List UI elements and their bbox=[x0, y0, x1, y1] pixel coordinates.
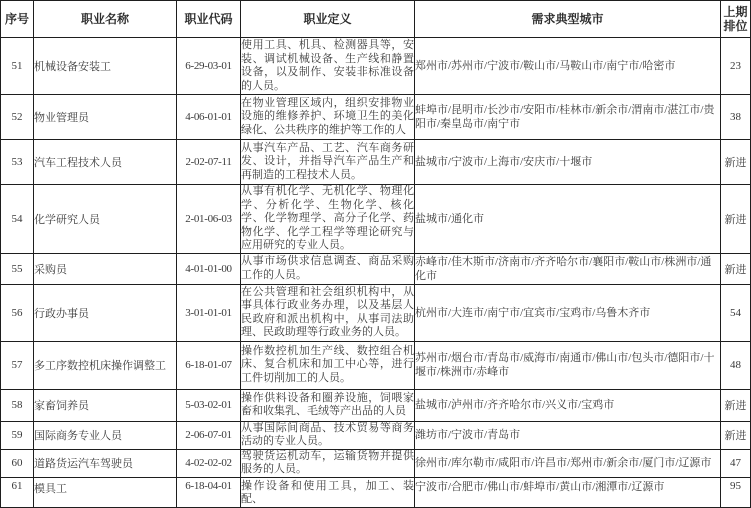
occupation-code: 6-18-01-07 bbox=[177, 341, 241, 389]
occupation-definition: 操作供料设备和圈养设施，饲喂家畜和收集乳、毛绒等产出品的人员 bbox=[241, 389, 415, 421]
header-demand-cities: 需求典型城市 bbox=[415, 1, 721, 38]
demand-cities: 苏州市/烟台市/青岛市/威海市/南通市/佛山市/包头市/德阳市/十堰市/株洲市/赤峰市 bbox=[415, 341, 721, 389]
demand-cities: 潍坊市/宁波市/青岛市 bbox=[415, 421, 721, 449]
previous-rank: 48 bbox=[721, 341, 751, 389]
row-index: 53 bbox=[1, 140, 34, 185]
previous-rank: 新进 bbox=[721, 253, 751, 284]
table-row bbox=[1, 421, 751, 449]
row-index: 51 bbox=[1, 38, 34, 95]
previous-rank: 新进 bbox=[721, 185, 751, 254]
occupation-code: 4-06-01-01 bbox=[177, 95, 241, 140]
occupation-definition: 从事国际间商品、技术贸易等商务活动的专业人员。 bbox=[241, 421, 414, 447]
header-occupation-code: 职业代码 bbox=[177, 1, 241, 38]
occupation-code: 2-06-07-01 bbox=[177, 421, 241, 449]
occupation-code: 3-01-01-01 bbox=[177, 284, 241, 341]
table-row bbox=[1, 38, 751, 95]
header-occupation-definition: 职业定义 bbox=[241, 1, 415, 38]
table-row bbox=[1, 477, 751, 507]
row-index: 56 bbox=[1, 284, 34, 341]
header-previous-rank: 上期排位 bbox=[721, 1, 751, 38]
row-index: 54 bbox=[1, 185, 34, 254]
occupation-definition: 操作数控机加生产线、数控组合机床、复合机床和加工中心等，进行工件切削加工的人员。 bbox=[241, 341, 415, 389]
header-index: 序号 bbox=[1, 1, 34, 38]
occupation-name: 国际商务专业人员 bbox=[34, 421, 177, 449]
occupation-name: 化学研究人员 bbox=[34, 185, 177, 254]
row-index: 61 bbox=[1, 477, 34, 507]
demand-cities: 杭州市/大连市/南宁市/宜宾市/宝鸡市/乌鲁木齐市 bbox=[415, 284, 721, 341]
header-row bbox=[1, 1, 751, 38]
occupation-definition: 操作设备和使用工具，加工、装配、 bbox=[241, 477, 415, 507]
occupation-definition: 从事市场供求信息调查、商品采购工作的人员。 bbox=[241, 253, 415, 284]
occupation-name: 多工序数控机床操作调整工 bbox=[34, 341, 177, 389]
table-row bbox=[1, 140, 751, 185]
table-row bbox=[1, 389, 751, 421]
occupation-definition: 在公共管理和社会组织机构中，从事具体行政业务办理，以及基层人民政府和派出机构中，从事司法助理、民政助理等行政业务的人员。 bbox=[241, 284, 415, 341]
header-occupation-name: 职业名称 bbox=[34, 1, 177, 38]
occupation-name: 物业管理员 bbox=[34, 95, 177, 140]
occupation-name: 机械设备安装工 bbox=[34, 38, 177, 95]
occupation-code: 6-29-03-01 bbox=[177, 38, 241, 95]
demand-cities: 盐城市/宁波市/上海市/安庆市/十堰市 bbox=[415, 140, 721, 185]
occupation-definition: 在物业管理区域内，组织安排物业设施的维修养护、环境卫生的美化绿化、公共秩序的维护等工作的人 bbox=[241, 95, 415, 140]
occupation-code: 5-03-02-01 bbox=[177, 389, 241, 421]
demand-cities: 赤峰市/佳木斯市/济南市/齐齐哈尔市/襄阳市/鞍山市/株洲市/通化市 bbox=[415, 253, 721, 284]
demand-cities: 徐州市/库尔勒市/咸阳市/许昌市/郑州市/新余市/厦门市/辽源市 bbox=[415, 449, 721, 477]
demand-cities: 盐城市/泸州市/齐齐哈尔市/兴义市/宝鸡市 bbox=[415, 389, 721, 421]
table-row bbox=[1, 95, 751, 140]
row-index: 52 bbox=[1, 95, 34, 140]
occupation-code: 2-01-06-03 bbox=[177, 185, 241, 254]
row-index: 59 bbox=[1, 421, 34, 449]
occupation-name: 模具工 bbox=[34, 477, 177, 507]
previous-rank: 新进 bbox=[721, 421, 751, 449]
demand-cities: 盐城市/通化市 bbox=[415, 185, 721, 254]
occupation-code: 4-02-02-02 bbox=[177, 449, 241, 477]
occupation-definition: 从事汽车产品、工艺、汽车商务研发、设计，并指导汽车产品生产和再制造的工程技术人员。 bbox=[241, 140, 415, 185]
occupation-code: 6-18-04-01 bbox=[177, 477, 241, 507]
previous-rank: 95 bbox=[721, 477, 751, 507]
occupation-code: 4-01-01-00 bbox=[177, 253, 241, 284]
row-index: 60 bbox=[1, 449, 34, 477]
demand-cities: 蚌埠市/昆明市/长沙市/安阳市/桂林市/新余市/渭南市/湛江市/贵阳市/秦皇岛市/南宁市 bbox=[415, 95, 721, 140]
previous-rank: 新进 bbox=[721, 389, 751, 421]
table-row bbox=[1, 253, 751, 284]
occupation-definition: 驾驶货运机动车，运输货物并提供服务的人员。 bbox=[241, 449, 414, 475]
previous-rank: 38 bbox=[721, 95, 751, 140]
previous-rank: 54 bbox=[721, 284, 751, 341]
demand-cities: 宁波市/合肥市/佛山市/蚌埠市/黄山市/湘潭市/辽源市 bbox=[415, 477, 721, 507]
previous-rank: 47 bbox=[721, 449, 751, 477]
table-row bbox=[1, 341, 751, 389]
row-index: 58 bbox=[1, 389, 34, 421]
occupation-name: 家畜饲养员 bbox=[34, 389, 177, 421]
occupation-code: 2-02-07-11 bbox=[177, 140, 241, 185]
row-index: 55 bbox=[1, 253, 34, 284]
previous-rank: 23 bbox=[721, 38, 751, 95]
occupation-name: 行政办事员 bbox=[34, 284, 177, 341]
table-row bbox=[1, 185, 751, 254]
occupation-name: 道路货运汽车驾驶员 bbox=[34, 449, 177, 477]
row-index: 57 bbox=[1, 341, 34, 389]
table-row bbox=[1, 284, 751, 341]
previous-rank: 新进 bbox=[721, 140, 751, 185]
occupation-definition: 从事有机化学、无机化学、物理化学、分析化学、生物化学、核化学、化学物理学、高分子化学、药物化学、化学工程学等理论研究与应用研究的专业人员。 bbox=[241, 185, 414, 251]
occupation-name: 汽车工程技术人员 bbox=[34, 140, 177, 185]
occupation-name: 采购员 bbox=[34, 253, 177, 284]
table-row bbox=[1, 449, 751, 477]
occupation-definition: 使用工具、机具、检测器具等，安装、调试机械设备、生产线和静置设备，以及制作、安装非标准设备的人员。 bbox=[241, 38, 415, 95]
demand-cities: 郑州市/苏州市/宁波市/鞍山市/马鞍山市/南宁市/哈密市 bbox=[415, 38, 721, 95]
